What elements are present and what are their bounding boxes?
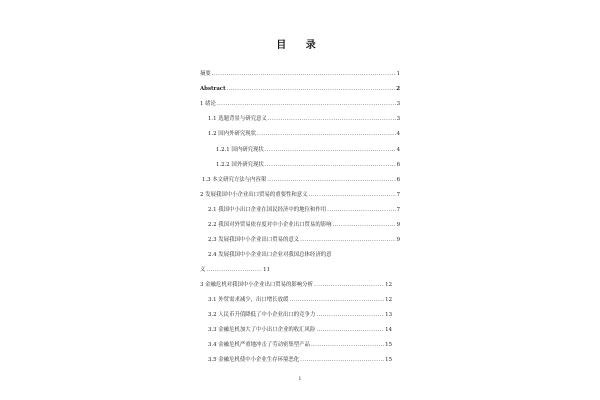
toc-entry[interactable] [208, 113, 400, 123]
toc-leader-dots [227, 86, 396, 93]
toc-entry-continuation[interactable] [200, 264, 270, 274]
toc-entry-label: 义 [200, 267, 206, 273]
toc-entry-page: 3 [396, 116, 400, 122]
toc-entry-label: 1.1 选题背景与研究意义 [208, 116, 267, 122]
toc-entry[interactable] [208, 219, 400, 229]
toc-leader-dots [265, 162, 396, 169]
toc-entry[interactable] [208, 204, 400, 214]
toc-entry-label: 2.4 发展我国中小企业出口企业对我国总体经济的意 [208, 252, 332, 258]
toc-entry[interactable] [200, 98, 400, 108]
toc-entry-page: 13 [385, 312, 392, 318]
toc-leader-dots [333, 222, 396, 229]
toc-entry-page: 7 [396, 207, 400, 213]
toc-entry-page: 2 [396, 86, 400, 92]
toc-entry[interactable] [216, 159, 400, 169]
toc-entry-page: 6 [396, 177, 400, 183]
toc-leader-dots [267, 177, 395, 184]
toc-entry-page: 12 [385, 282, 392, 288]
toc-entry[interactable] [202, 174, 400, 184]
toc-leader-dots [327, 207, 395, 214]
toc-leader-dots [257, 131, 396, 138]
toc-entry[interactable] [200, 189, 400, 199]
toc-entry[interactable] [208, 249, 400, 259]
footer-page-number: 1 [298, 376, 302, 382]
toc-entry-label: 2 发展我国中小企业出口贸易的重要性和意义 [200, 192, 308, 198]
toc-entry[interactable] [208, 294, 392, 304]
toc-entry-label: 3.2 人民币升值降低了中小企业出口的竞争力 [208, 312, 316, 318]
toc-entry-page: 6 [396, 162, 400, 168]
toc-leader-dots [289, 297, 384, 304]
toc-leader-dots [268, 116, 396, 123]
toc-entry-label: 3.3 金融危机加大了中小出口企业的收汇风险 [208, 327, 316, 333]
toc-leader-dots [316, 327, 384, 334]
toc-entry[interactable] [208, 324, 392, 334]
toc-leader-dots [265, 147, 396, 154]
toc-entry-label: 1 绪论 [200, 101, 216, 107]
toc-leader-dots [300, 237, 395, 244]
toc-entry-page: 4 [396, 131, 400, 137]
toc-entry-label: 摘要 [200, 71, 211, 77]
toc-entry[interactable] [208, 128, 400, 138]
toc-entry-page: 12 [385, 297, 392, 303]
toc-leader-dots [311, 342, 384, 349]
toc-entry-page: 15 [385, 357, 392, 363]
toc-leader-dots [217, 101, 396, 108]
toc-entry[interactable] [208, 234, 400, 244]
toc-leader-dots [206, 267, 262, 274]
toc-leader-dots [309, 192, 396, 199]
toc-entry-page: 11 [263, 267, 270, 273]
toc-entry[interactable] [200, 279, 392, 289]
toc-leader-dots [212, 71, 396, 78]
toc-entry-label: 2.2 我国对外贸易依存度对中小企业出口贸易的影响 [208, 222, 332, 228]
toc-entry-page: 15 [385, 342, 392, 348]
toc-leader-dots [314, 282, 384, 289]
toc-entry-page: 4 [396, 147, 400, 153]
toc-entry-page: 7 [396, 192, 400, 198]
toc-entry-label: 1.2 国内外研究现状 [208, 131, 257, 137]
toc-entry-page: 14 [385, 327, 392, 333]
toc-entry[interactable] [200, 68, 400, 78]
toc-entry-label: 3 金融危机对我国中小企业出口贸易的影响分析 [200, 282, 313, 288]
toc-entry-label: 2.1 我国中小出口企业在国民经济中的地位和作用 [208, 207, 327, 213]
toc-entry[interactable] [216, 144, 400, 154]
toc-entry[interactable] [208, 354, 392, 364]
page-title: 目 录 [276, 40, 324, 51]
toc-entry-label: 1.2.2 国外研究现状 [216, 162, 264, 168]
toc-entry[interactable] [208, 339, 392, 349]
toc-entry-label: 3.5 金融危机使中小企业生存环境恶化 [208, 357, 300, 363]
toc-leader-dots [316, 312, 384, 319]
toc-entry-label: 1.3 本文研究方法与内容架 [202, 177, 267, 183]
toc-entry-page: 3 [396, 101, 400, 107]
toc-entry[interactable] [200, 83, 400, 93]
toc-entry-page: 9 [396, 237, 400, 243]
toc-entry-label: 2.3 发展我国中小企业出口贸易的意义 [208, 237, 300, 243]
toc-entry-label: 1.2.1 国内研究现状 [216, 147, 264, 153]
toc-entry-label: 3.1 外贸需求减少，出口增长放缓 [208, 297, 289, 303]
toc-entry-page: 1 [396, 71, 400, 77]
toc-entry-label: 3.4 金融危机严重地冲击了劳动密集型产品 [208, 342, 310, 348]
toc-leader-dots [300, 357, 384, 364]
toc-entry-label: Abstract [200, 86, 226, 92]
toc-entry[interactable] [208, 309, 392, 319]
toc-entry-page: 9 [396, 222, 400, 228]
